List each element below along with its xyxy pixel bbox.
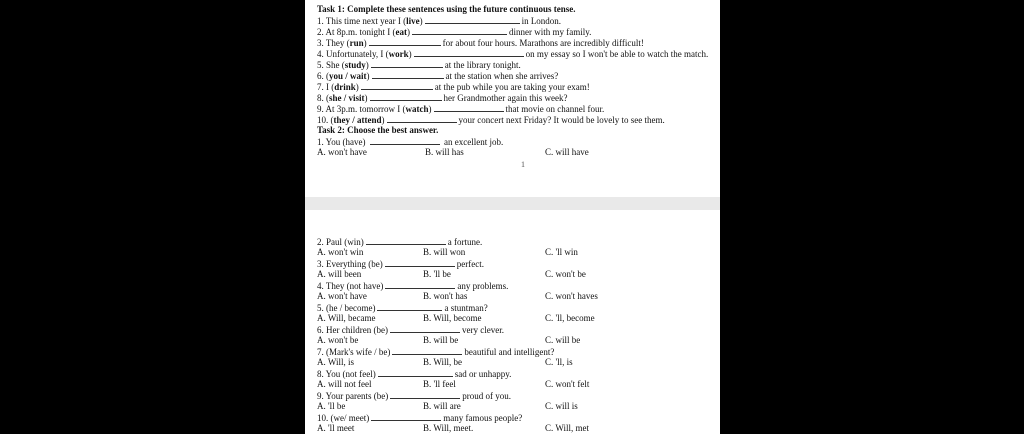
sentence-end: dinner with my family. <box>509 27 592 37</box>
option-c: C. will have <box>545 147 589 157</box>
answer-blank <box>385 258 455 267</box>
paren-close: ) <box>428 104 432 114</box>
question-stem <box>317 302 716 314</box>
answer-blank <box>372 70 444 79</box>
option-b: B. Will, become <box>423 313 482 323</box>
task1-title: Task 1: Complete these sentences using the future continuous tense. <box>317 4 576 14</box>
answer-blank <box>371 59 443 68</box>
option-a: A. Will, is <box>317 357 354 367</box>
option-a: A. will been <box>317 269 362 279</box>
paren-close: ) <box>363 38 367 48</box>
question-text: 6. Her children (be) <box>317 325 388 335</box>
answer-blank <box>392 346 462 355</box>
option-b: B. Will, meet. <box>423 423 474 433</box>
verb-prompt: she / visit <box>329 93 365 103</box>
sentence-start: 8. ( <box>317 93 329 103</box>
sentence-start: 4. Unfortunately, I ( <box>317 49 389 59</box>
option-a: A. 'll meet <box>317 423 355 433</box>
option-a: A. won't be <box>317 335 359 345</box>
question-stem <box>317 368 716 380</box>
question-after: an excellent job. <box>444 137 504 147</box>
paren-close: ) <box>366 71 370 81</box>
option-c: C. won't felt <box>545 379 590 389</box>
verb-prompt: study <box>344 60 366 70</box>
question-after: a fortune. <box>447 237 483 247</box>
option-a: A. 'll be <box>317 401 346 411</box>
option-c: C. 'll win <box>545 247 578 257</box>
option-a: A. won't win <box>317 247 364 257</box>
answer-blank <box>425 15 520 24</box>
question-text: 7. (Mark's wife / be) <box>317 347 391 357</box>
question-text: 5. (he / become) <box>317 303 376 313</box>
paren-close: ) <box>408 49 412 59</box>
question-text: 4. They (not have) <box>317 281 384 291</box>
sentence-start: 10. ( <box>317 115 334 125</box>
verb-prompt: live <box>406 16 420 26</box>
option-c: C. 'll, become <box>545 313 595 323</box>
answer-blank <box>390 324 460 333</box>
option-b: B. will are <box>423 401 461 411</box>
sentence-start: 7. I ( <box>317 82 335 92</box>
option-c: C. won't be <box>545 269 586 279</box>
question-text: 9. Your parents (be) <box>317 391 389 401</box>
sentence-end: in London. <box>521 16 562 26</box>
paren-close: ) <box>365 60 369 70</box>
answer-blank <box>377 302 442 311</box>
sentence-start: 1. This time next year I ( <box>317 16 407 26</box>
task2-title: Task 2: Choose the best answer. <box>317 125 439 135</box>
part-header <box>317 0 584 1</box>
answer-blank <box>387 114 457 123</box>
question-stem <box>317 412 716 424</box>
sentence-end: her Grandmother again this week? <box>443 93 568 103</box>
option-c: C. 'll, is <box>545 357 573 367</box>
sentence-end: that movie on channel four. <box>505 104 605 114</box>
page-separator <box>305 197 720 210</box>
sentence-start: 6. ( <box>317 71 329 81</box>
sentence-end: at the pub while you are taking your exam! <box>434 82 590 92</box>
sentence-end: at the library tonight. <box>444 60 521 70</box>
question-stem <box>317 136 716 148</box>
verb-prompt: watch <box>405 104 429 114</box>
page-number: 1 <box>521 160 525 169</box>
sentence-start: 5. She ( <box>317 60 345 70</box>
option-c: C. Will, met <box>545 423 589 433</box>
verb-prompt: eat <box>395 27 407 37</box>
verb-prompt: they / attend <box>333 115 382 125</box>
paren-close: ) <box>364 93 368 103</box>
question-after: any problems. <box>457 281 509 291</box>
option-b: B. won't has <box>423 291 468 301</box>
question-stem <box>317 390 716 402</box>
answer-blank <box>366 236 446 245</box>
option-b: B. Will, be <box>423 357 462 367</box>
option-c: C. won't haves <box>545 291 598 301</box>
question-text: 3. Everything (be) <box>317 259 383 269</box>
question-after: proud of you. <box>462 391 511 401</box>
paren-close: ) <box>381 115 385 125</box>
document-page-1 <box>305 0 720 197</box>
option-b: B. 'll be <box>423 269 451 279</box>
sentence-start: 9. At 3p.m. tomorrow I ( <box>317 104 406 114</box>
question-after: beautiful and intelligent? <box>464 347 555 357</box>
option-c: C. will is <box>545 401 578 411</box>
question-after: very clever. <box>461 325 504 335</box>
verb-prompt: work <box>388 49 409 59</box>
answer-blank <box>414 48 524 57</box>
option-c: C. will be <box>545 335 581 345</box>
option-a: A. won't have <box>317 291 367 301</box>
question-stem <box>317 324 716 336</box>
sentence-start: 2. At 8p.m. tonight I ( <box>317 27 396 37</box>
question-text: 2. Paul (win) <box>317 237 364 247</box>
answer-blank <box>361 81 433 90</box>
question-after: many famous people? <box>443 413 523 423</box>
sentence-end: for about four hours. Marathons are incredibly difficult! <box>442 38 644 48</box>
option-b: B. will has <box>425 147 464 157</box>
paren-close: ) <box>419 16 423 26</box>
answer-blank <box>390 390 460 399</box>
answer-blank <box>378 368 453 377</box>
option-a: A. won't have <box>317 147 367 157</box>
verb-prompt: you / wait <box>329 71 367 81</box>
question-after: perfect. <box>456 259 484 269</box>
answer-blank <box>370 136 440 145</box>
option-a: A. will not feel <box>317 379 372 389</box>
option-a: A. Will, became <box>317 313 376 323</box>
option-b: B. 'll feel <box>423 379 456 389</box>
question-after: sad or unhappy. <box>454 369 512 379</box>
question-stem <box>317 346 716 358</box>
sentence-end: at the station when she arrives? <box>445 71 559 81</box>
verb-prompt: run <box>349 38 364 48</box>
answer-blank <box>434 103 504 112</box>
answer-blank <box>370 92 442 101</box>
sentence-end: your concert next Friday? It would be lovely to see them. <box>458 115 665 125</box>
question-text: 10. (we/ meet) <box>317 413 370 423</box>
verb-prompt: drink <box>334 82 356 92</box>
answer-blank <box>371 412 441 421</box>
document-page-2 <box>305 210 720 434</box>
answer-blank <box>369 37 441 46</box>
sentence-end: on my essay so I won't be able to watch the match. <box>525 49 709 59</box>
paren-close: ) <box>355 82 359 92</box>
option-b: B. will be <box>423 335 459 345</box>
question-text: 8. You (not feel) <box>317 369 376 379</box>
question-stem <box>317 236 716 248</box>
answer-blank <box>412 26 507 35</box>
paren-close: ) <box>407 27 410 37</box>
answer-blank <box>385 280 455 289</box>
question-stem <box>317 258 716 270</box>
option-b: B. will won <box>423 247 466 257</box>
question-after: a stuntman? <box>444 303 488 313</box>
sentence-start: 3. They ( <box>317 38 350 48</box>
question-stem <box>317 280 716 292</box>
question-text: 1. You (have) <box>317 137 366 147</box>
